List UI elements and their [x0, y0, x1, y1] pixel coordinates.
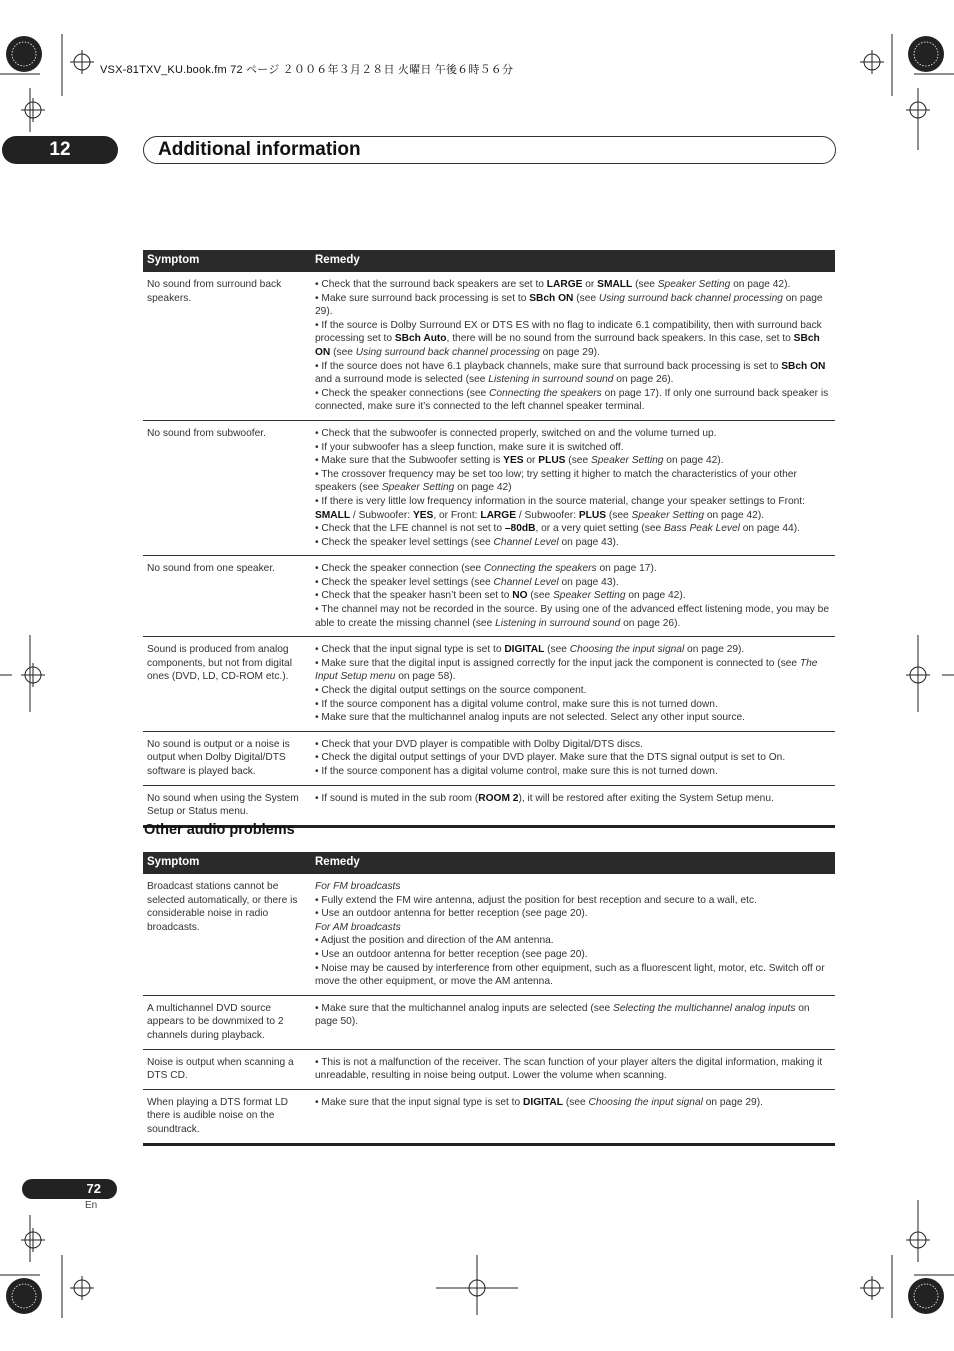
remedy-item: • Check that the input signal type is set to DIGITAL (see Choosing the input signal on page 29).: [315, 644, 745, 656]
remedy-item: • If sound is muted in the sub room (ROOM 2), it will be restored after exiting the System Setup menu.: [315, 792, 774, 804]
language-code: En: [85, 1200, 98, 1211]
chapter-title-box: [143, 136, 836, 164]
remedy-cell: [311, 556, 835, 637]
table-row: [143, 874, 835, 995]
remedy-cell: [311, 1049, 835, 1089]
table-row: [143, 731, 835, 785]
table-header-row: [143, 852, 835, 874]
table-row: [143, 637, 835, 732]
table-row: [143, 1049, 835, 1089]
troubleshooting-table-other-audio: [143, 852, 835, 1146]
remedy-item: • If there is very little low frequency information in the source material, change your speaker settings to Front: SMALL / Subwoofer: YES, or Front: LARGE / Subwoofer: PLUS (see Speaker Setting on page 42).: [315, 495, 805, 521]
remedy-item: • This is not a malfunction of the receiver. The scan function of your player alters the digital information, making it unreadable, resulting in noise being output. Lower the volume when scanning.: [315, 1056, 823, 1082]
remedy-item: • The crossover frequency may be set too low; try setting it higher to match the characteristics of your other speakers (see Speaker Setting on page 42): [315, 468, 797, 494]
symptom-cell: Sound is produced from analog components, but not from digital ones (DVD, LD, CD-ROM etc.).: [143, 637, 311, 732]
symptom-cell: No sound from subwoofer.: [143, 420, 311, 555]
remedy-item: For FM broadcasts: [315, 881, 401, 892]
table-row: [143, 995, 835, 1049]
remedy-item: • The channel may not be recorded in the source. By using one of the advanced effect listening mode, you may be able to create the missing channel (see Listening in surround sound on page 26).: [315, 604, 830, 629]
table-row: [143, 420, 835, 555]
remedy-item: For AM broadcasts: [315, 921, 401, 933]
remedy-item: • If the source does not have 6.1 playback channels, make sure that surround back processing is set to SBch ON and a surround mode is selected (see Listening in surround sound on page 26).: [315, 360, 826, 386]
remedy-item: • Check the speaker connection (see Connecting the speakers on page 17).: [315, 563, 657, 575]
remedy-item: • Use an outdoor antenna for better reception (see page 20).: [315, 948, 588, 960]
symptom-cell: Noise is output when scanning a DTS CD.: [143, 1049, 311, 1089]
chapter-title: Additional information: [158, 139, 361, 160]
table-row: [143, 785, 835, 826]
symptom-cell: No sound from one speaker.: [143, 556, 311, 637]
remedy-item: • Make sure that the multichannel analog inputs are not selected. Select any other input source.: [315, 712, 745, 724]
remedy-item: • Check that the surround back speakers are set to LARGE or SMALL (see Speaker Setting on page 42).: [315, 279, 791, 290]
remedy-cell: [311, 420, 835, 555]
remedy-item: • If the source component has a digital volume control, make sure this is not turned down.: [315, 766, 718, 777]
symptom-cell: No sound when using the System Setup or Status menu.: [143, 785, 311, 826]
chapter-number-tab: 12: [2, 136, 118, 164]
remedy-header: Remedy: [311, 250, 835, 272]
page-number: 72: [22, 1179, 117, 1199]
symptom-header: Symptom: [143, 250, 311, 272]
symptom-cell: No sound from surround back speakers.: [143, 272, 311, 420]
remedy-item: • Make sure that the multichannel analog inputs are selected (see Selecting the multichannel analog inputs on page 50).: [315, 1002, 810, 1028]
remedy-item: • Fully extend the FM wire antenna, adjust the position for best reception and secure to a wall, etc.: [315, 894, 757, 906]
remedy-item: • Make sure surround back processing is set to SBch ON (see Using surround back channel processing on page 29).: [315, 292, 823, 318]
remedy-item: • Check the speaker connections (see Connecting the speakers on page 17). If only one surround back speaker is connected, make sure it’s connected to the left channel speaker terminal.: [315, 387, 829, 413]
remedy-cell: [311, 874, 835, 995]
remedy-item: • Make sure that the Subwoofer setting is YES or PLUS (see Speaker Setting on page 42).: [315, 455, 724, 467]
remedy-header: Remedy: [311, 852, 835, 874]
remedy-item: • Check that the subwoofer is connected properly, switched on and the volume turned up.: [315, 427, 717, 439]
remedy-item: • Check the speaker level settings (see Channel Level on page 43).: [315, 576, 619, 588]
remedy-item: • Use an outdoor antenna for better reception (see page 20).: [315, 908, 588, 920]
remedy-item: • Make sure that the input signal type is set to DIGITAL (see Choosing the input signal on page 29).: [315, 1096, 763, 1108]
section-title-other-audio-problems: Other audio problems: [144, 822, 295, 838]
table-row: [143, 1089, 835, 1144]
symptom-cell: When playing a DTS format LD there is audible noise on the soundtrack.: [143, 1089, 311, 1144]
remedy-item: • Check the digital output settings on the source component.: [315, 685, 587, 697]
remedy-item: • Check that the LFE channel is not set to –80dB, or a very quiet setting (see Bass Peak Level on page 44).: [315, 523, 800, 535]
remedy-cell: [311, 995, 835, 1049]
remedy-item: • Check the speaker level settings (see Channel Level on page 43).: [315, 536, 619, 548]
remedy-item: • If your subwoofer has a sleep function, make sure it is switched off.: [315, 441, 624, 453]
table-row: [143, 272, 835, 420]
remedy-item: • Check that the speaker hasn’t been set to NO (see Speaker Setting on page 42).: [315, 590, 686, 602]
remedy-cell: [311, 731, 835, 785]
remedy-item: • Check that your DVD player is compatible with Dolby Digital/DTS discs.: [315, 738, 643, 750]
troubleshooting-table-sound: [143, 250, 835, 828]
remedy-item: • Check the digital output settings of your DVD player. Make sure that the DTS signal output is set to On.: [315, 752, 786, 764]
symptom-cell: Broadcast stations cannot be selected automatically, or there is considerable noise in radio broadcasts.: [143, 874, 311, 995]
table-row: [143, 556, 835, 637]
remedy-cell: [311, 637, 835, 732]
remedy-item: • Adjust the position and direction of the AM antenna.: [315, 935, 554, 947]
table-header-row: [143, 250, 835, 272]
remedy-cell: [311, 1089, 835, 1144]
symptom-header: Symptom: [143, 852, 311, 874]
remedy-cell: [311, 785, 835, 826]
print-file-header: VSX-81TXV_KU.book.fm 72 ページ ２００６年３月２８日 火曜日 午後６時５６分: [100, 64, 514, 76]
remedy-cell: [311, 272, 835, 420]
remedy-item: • Make sure that the digital input is assigned correctly for the input jack the component is connected to (see The Input Setup menu on page 58).: [315, 657, 818, 683]
symptom-cell: No sound is output or a noise is output when Dolby Digital/DTS software is played back.: [143, 731, 311, 785]
remedy-item: • If the source is Dolby Surround EX or DTS ES with no flag to indicate 6.1 compatibility, then with surround back processing set to SBch Auto, there will be no sound from the surround back speakers. In this case, set to SBch ON (see Using surround back channel processing on page 29).: [315, 319, 822, 358]
symptom-cell: A multichannel DVD source appears to be downmixed to 2 channels during playback.: [143, 995, 311, 1049]
remedy-item: • Noise may be caused by interference from other equipment, such as a fluorescent light, motor, etc. Switch off or move the other equipment, or move the AM antenna.: [315, 962, 825, 988]
remedy-item: • If the source component has a digital volume control, make sure this is not turned down.: [315, 698, 718, 710]
